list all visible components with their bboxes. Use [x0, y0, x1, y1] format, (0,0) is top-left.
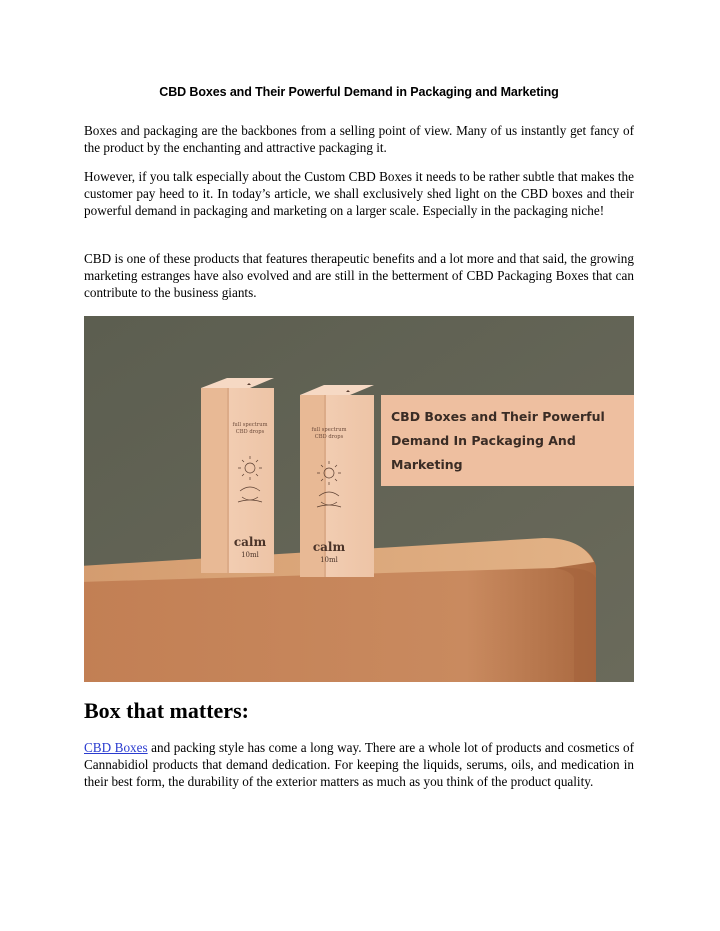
section-heading: Box that matters:	[84, 698, 249, 723]
title-banner	[381, 395, 634, 486]
cbd-boxes-link[interactable]: CBD Boxes	[84, 740, 148, 755]
banner-line-1: CBD Boxes and Their Powerful	[391, 409, 605, 424]
box-2-label-2: CBD drops	[314, 434, 344, 440]
hero-image	[84, 316, 634, 682]
intro-paragraph-1: Boxes and packaging are the backbones from a selling point of view. Many of us instantly get fancy of the product by the enchanting and attractive packaging it.	[84, 123, 634, 156]
box-2-brand: calm	[312, 540, 346, 554]
section-paragraph-text: and packing style has come a long way. There are a whole lot of products and cosmetics of Cannabidiol products that demand dedication. For keeping the liquids, serums, oils, and medication in their best form, the durability of the exterior matters as much as you think of the product quality.	[84, 740, 634, 790]
intro-paragraph-2: However, if you talk especially about the Custom CBD Boxes it needs to be rather subtle that makes the customer pay heed to it. In today’s article, we shall exclusively shed light on the CBD boxes and their powerful demand in packaging and marketing on a larger scale. Especially in the packaging niche!	[84, 169, 634, 219]
document-title: CBD Boxes and Their Powerful Demand in Packaging and Marketing	[159, 85, 559, 99]
box-2-label-1: full spectrum	[311, 427, 347, 433]
box-1-label-2: CBD drops	[235, 429, 265, 435]
section-paragraph	[84, 739, 634, 791]
product-box-1	[201, 378, 274, 573]
product-box-2	[300, 385, 374, 577]
banner-line-3: Marketing	[391, 457, 463, 472]
box-1-label-1: full spectrum	[232, 422, 268, 428]
box-2-volume: 10ml	[320, 556, 338, 564]
banner-line-2: Demand In Packaging And	[391, 433, 576, 448]
intro-paragraph-3: CBD is one of these products that features therapeutic benefits and a lot more and that said, the growing marketing estranges have also evolved and are still in the betterment of CBD Packaging Boxes that can contribute to the business giants.	[84, 251, 634, 301]
box-1-volume: 10ml	[241, 551, 259, 559]
box-1-brand: calm	[233, 535, 267, 549]
